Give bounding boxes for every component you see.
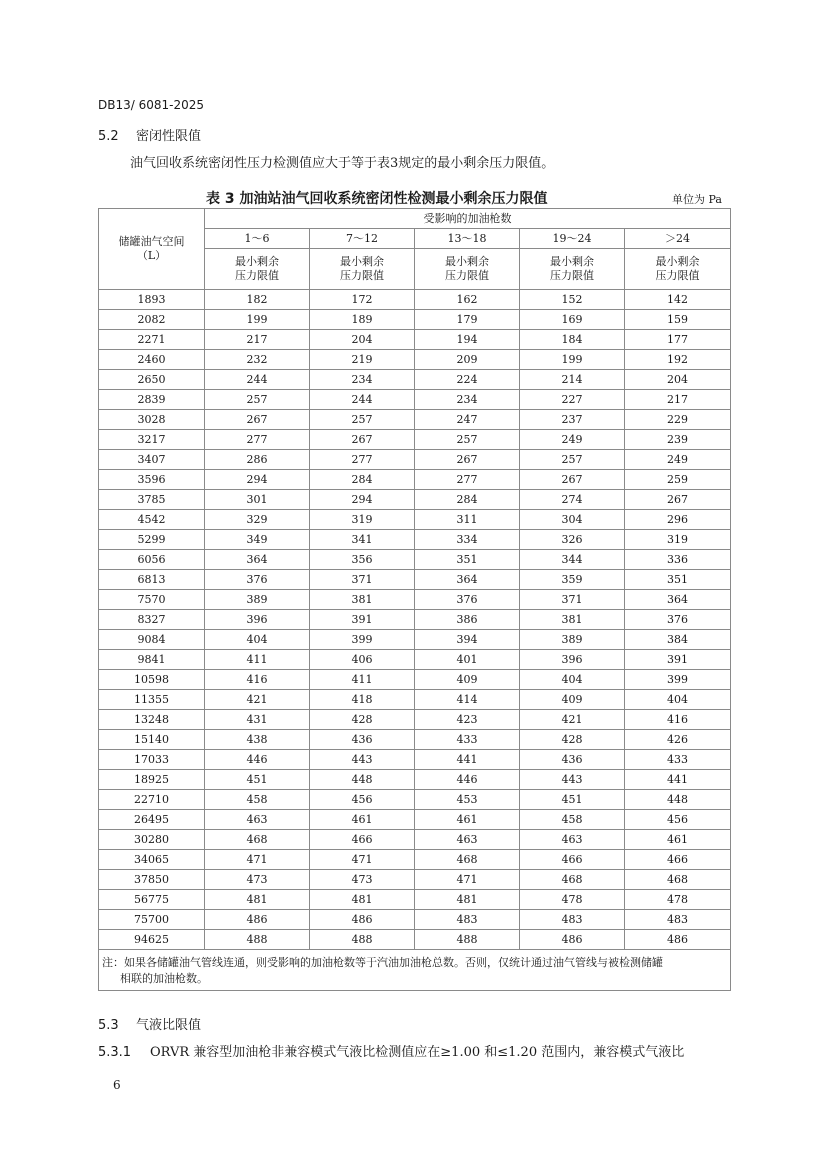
pressure-cell: 399 bbox=[625, 670, 731, 690]
volume-cell: 18925 bbox=[99, 770, 205, 790]
pressure-cell: 481 bbox=[310, 890, 415, 910]
table-row bbox=[99, 610, 731, 630]
table-row bbox=[99, 450, 731, 470]
pressure-cell: 441 bbox=[625, 770, 731, 790]
pressure-cell: 257 bbox=[205, 390, 310, 410]
pressure-cell: 209 bbox=[415, 350, 520, 370]
volume-cell: 3028 bbox=[99, 410, 205, 430]
pressure-cell: 396 bbox=[520, 650, 625, 670]
volume-cell: 17033 bbox=[99, 750, 205, 770]
range-header: ＞24 bbox=[625, 229, 731, 249]
pressure-cell: 229 bbox=[625, 410, 731, 430]
row-label-line1: 储罐油气空间 bbox=[118, 235, 185, 248]
pressure-cell: 182 bbox=[205, 290, 310, 310]
pressure-cell: 399 bbox=[310, 630, 415, 650]
clause-number: 5.3.1 bbox=[98, 1045, 132, 1060]
pressure-cell: 142 bbox=[625, 290, 731, 310]
pressure-cell: 481 bbox=[415, 890, 520, 910]
table-row bbox=[99, 410, 731, 430]
pressure-cell: 443 bbox=[310, 750, 415, 770]
pressure-cell: 463 bbox=[520, 830, 625, 850]
volume-cell: 13248 bbox=[99, 710, 205, 730]
range-header: 1～6 bbox=[205, 229, 310, 249]
pressure-cell: 421 bbox=[205, 690, 310, 710]
sub-header-line1: 最小剩余 bbox=[340, 255, 384, 268]
pressure-cell: 234 bbox=[310, 370, 415, 390]
pressure-cell: 468 bbox=[520, 870, 625, 890]
table-row bbox=[99, 530, 731, 550]
pressure-cell: 409 bbox=[415, 670, 520, 690]
pressure-cell: 391 bbox=[310, 610, 415, 630]
pressure-cell: 217 bbox=[625, 390, 731, 410]
volume-cell: 2271 bbox=[99, 330, 205, 350]
table-row bbox=[99, 650, 731, 670]
pressure-cell: 371 bbox=[520, 590, 625, 610]
pressure-cell: 204 bbox=[625, 370, 731, 390]
table-row bbox=[99, 870, 731, 890]
pressure-cell: 249 bbox=[625, 450, 731, 470]
volume-cell: 8327 bbox=[99, 610, 205, 630]
table-row bbox=[99, 590, 731, 610]
pressure-cell: 277 bbox=[415, 470, 520, 490]
pressure-cell: 421 bbox=[520, 710, 625, 730]
page-number: 6 bbox=[113, 1078, 121, 1092]
volume-cell: 15140 bbox=[99, 730, 205, 750]
pressure-cell: 152 bbox=[520, 290, 625, 310]
table-row bbox=[99, 730, 731, 750]
table-row bbox=[99, 570, 731, 590]
pressure-cell: 326 bbox=[520, 530, 625, 550]
pressure-cell: 244 bbox=[310, 390, 415, 410]
sub-header-line2: 压力限值 bbox=[445, 269, 489, 282]
pressure-cell: 463 bbox=[205, 810, 310, 830]
pressure-cell: 416 bbox=[205, 670, 310, 690]
volume-cell: 2650 bbox=[99, 370, 205, 390]
volume-cell: 34065 bbox=[99, 850, 205, 870]
pressure-cell: 391 bbox=[625, 650, 731, 670]
table-row bbox=[99, 690, 731, 710]
sub-header-line2: 压力限值 bbox=[235, 269, 279, 282]
pressure-cell: 319 bbox=[625, 530, 731, 550]
pressure-cell: 329 bbox=[205, 510, 310, 530]
pressure-cell: 486 bbox=[625, 930, 731, 950]
pressure-cell: 478 bbox=[520, 890, 625, 910]
pressure-cell: 471 bbox=[415, 870, 520, 890]
pressure-cell: 461 bbox=[310, 810, 415, 830]
volume-cell: 6056 bbox=[99, 550, 205, 570]
pressure-cell: 468 bbox=[415, 850, 520, 870]
sub-header-line2: 压力限值 bbox=[340, 269, 384, 282]
pressure-cell: 431 bbox=[205, 710, 310, 730]
table-row bbox=[99, 370, 731, 390]
pressure-cell: 473 bbox=[310, 870, 415, 890]
pressure-cell: 428 bbox=[310, 710, 415, 730]
table-unit: 单位为 Pa bbox=[672, 193, 722, 206]
pressure-cell: 446 bbox=[415, 770, 520, 790]
pressure-cell: 286 bbox=[205, 450, 310, 470]
pressure-cell: 356 bbox=[310, 550, 415, 570]
range-header: 7～12 bbox=[310, 229, 415, 249]
table-row bbox=[99, 850, 731, 870]
pressure-cell: 267 bbox=[415, 450, 520, 470]
pressure-cell: 227 bbox=[520, 390, 625, 410]
volume-cell: 5299 bbox=[99, 530, 205, 550]
pressure-cell: 404 bbox=[205, 630, 310, 650]
pressure-cell: 448 bbox=[625, 790, 731, 810]
pressure-cell: 438 bbox=[205, 730, 310, 750]
pressure-cell: 199 bbox=[520, 350, 625, 370]
pressure-cell: 249 bbox=[520, 430, 625, 450]
pressure-cell: 443 bbox=[520, 770, 625, 790]
pressure-cell: 192 bbox=[625, 350, 731, 370]
pressure-cell: 486 bbox=[310, 910, 415, 930]
pressure-cell: 409 bbox=[520, 690, 625, 710]
table-row bbox=[99, 910, 731, 930]
pressure-cell: 224 bbox=[415, 370, 520, 390]
pressure-cell: 364 bbox=[205, 550, 310, 570]
pressure-cell: 277 bbox=[310, 450, 415, 470]
range-header: 19～24 bbox=[520, 229, 625, 249]
pressure-cell: 433 bbox=[415, 730, 520, 750]
range-header: 13～18 bbox=[415, 229, 520, 249]
pressure-cell: 257 bbox=[310, 410, 415, 430]
pressure-cell: 267 bbox=[310, 430, 415, 450]
volume-cell: 22710 bbox=[99, 790, 205, 810]
pressure-cell: 199 bbox=[205, 310, 310, 330]
pressure-cell: 483 bbox=[625, 910, 731, 930]
sub-header-line1: 最小剩余 bbox=[235, 255, 279, 268]
pressure-cell: 451 bbox=[205, 770, 310, 790]
table-row bbox=[99, 750, 731, 770]
volume-cell: 9841 bbox=[99, 650, 205, 670]
clause-text: ORVR 兼容型加油枪非兼容模式气液比检测值应在≥1.00 和≤1.20 范围内，兼容模式气液比 bbox=[150, 1045, 685, 1060]
volume-cell: 30280 bbox=[99, 830, 205, 850]
table-row bbox=[99, 390, 731, 410]
pressure-cell: 267 bbox=[520, 470, 625, 490]
section-number: 5.2 bbox=[98, 129, 119, 144]
pressure-cell: 411 bbox=[205, 650, 310, 670]
section-title: 密闭性限值 bbox=[136, 129, 202, 144]
pressure-cell: 179 bbox=[415, 310, 520, 330]
volume-cell: 3785 bbox=[99, 490, 205, 510]
sub-header-line1: 最小剩余 bbox=[445, 255, 489, 268]
volume-cell: 75700 bbox=[99, 910, 205, 930]
volume-cell: 3596 bbox=[99, 470, 205, 490]
pressure-cell: 159 bbox=[625, 310, 731, 330]
section-5-2-heading bbox=[98, 125, 201, 144]
pressure-cell: 386 bbox=[415, 610, 520, 630]
sub-header bbox=[205, 249, 310, 290]
sub-header-line1: 最小剩余 bbox=[550, 255, 594, 268]
pressure-cell: 404 bbox=[520, 670, 625, 690]
volume-cell: 1893 bbox=[99, 290, 205, 310]
pressure-cell: 396 bbox=[205, 610, 310, 630]
pressure-cell: 441 bbox=[415, 750, 520, 770]
pressure-cell: 461 bbox=[415, 810, 520, 830]
volume-cell: 37850 bbox=[99, 870, 205, 890]
pressure-cell: 364 bbox=[415, 570, 520, 590]
row-label-line2: （L） bbox=[136, 249, 167, 262]
volume-cell: 10598 bbox=[99, 670, 205, 690]
pressure-cell: 267 bbox=[205, 410, 310, 430]
pressure-cell: 389 bbox=[205, 590, 310, 610]
sub-header-line2: 压力限值 bbox=[655, 269, 700, 282]
pressure-cell: 488 bbox=[310, 930, 415, 950]
group-header: 受影响的加油枪数 bbox=[205, 209, 731, 229]
pressure-cell: 344 bbox=[520, 550, 625, 570]
pressure-cell: 294 bbox=[310, 490, 415, 510]
pressure-cell: 237 bbox=[520, 410, 625, 430]
pressure-cell: 234 bbox=[415, 390, 520, 410]
pressure-cell: 257 bbox=[415, 430, 520, 450]
pressure-cell: 401 bbox=[415, 650, 520, 670]
table-row bbox=[99, 810, 731, 830]
pressure-cell: 468 bbox=[205, 830, 310, 850]
section-number: 5.3 bbox=[98, 1018, 119, 1033]
pressure-cell: 189 bbox=[310, 310, 415, 330]
sub-header bbox=[625, 249, 731, 290]
pressure-cell: 351 bbox=[625, 570, 731, 590]
pressure-cell: 376 bbox=[625, 610, 731, 630]
pressure-cell: 351 bbox=[415, 550, 520, 570]
pressure-cell: 336 bbox=[625, 550, 731, 570]
table-row bbox=[99, 330, 731, 350]
table-note bbox=[99, 950, 731, 991]
pressure-cell: 381 bbox=[310, 590, 415, 610]
pressure-cell: 456 bbox=[310, 790, 415, 810]
pressure-cell: 376 bbox=[415, 590, 520, 610]
table-row bbox=[99, 770, 731, 790]
pressure-cell: 411 bbox=[310, 670, 415, 690]
pressure-cell: 406 bbox=[310, 650, 415, 670]
pressure-cell: 381 bbox=[520, 610, 625, 630]
pressure-cell: 453 bbox=[415, 790, 520, 810]
pressure-limit-table bbox=[98, 208, 731, 991]
volume-cell: 2082 bbox=[99, 310, 205, 330]
pressure-cell: 478 bbox=[625, 890, 731, 910]
pressure-cell: 204 bbox=[310, 330, 415, 350]
pressure-cell: 257 bbox=[520, 450, 625, 470]
pressure-cell: 296 bbox=[625, 510, 731, 530]
pressure-cell: 446 bbox=[205, 750, 310, 770]
table-row bbox=[99, 710, 731, 730]
volume-cell: 94625 bbox=[99, 930, 205, 950]
table-row bbox=[99, 630, 731, 650]
pressure-cell: 304 bbox=[520, 510, 625, 530]
table-caption: 表 3 加油站油气回收系统密闭性检测最小剩余压力限值 bbox=[206, 191, 548, 207]
table-row bbox=[99, 510, 731, 530]
pressure-cell: 471 bbox=[205, 850, 310, 870]
pressure-cell: 219 bbox=[310, 350, 415, 370]
volume-cell: 26495 bbox=[99, 810, 205, 830]
sub-header bbox=[310, 249, 415, 290]
pressure-cell: 433 bbox=[625, 750, 731, 770]
pressure-cell: 274 bbox=[520, 490, 625, 510]
pressure-cell: 184 bbox=[520, 330, 625, 350]
pressure-cell: 394 bbox=[415, 630, 520, 650]
table-row bbox=[99, 830, 731, 850]
pressure-cell: 244 bbox=[205, 370, 310, 390]
pressure-cell: 436 bbox=[310, 730, 415, 750]
pressure-cell: 423 bbox=[415, 710, 520, 730]
pressure-cell: 483 bbox=[415, 910, 520, 930]
pressure-cell: 481 bbox=[205, 890, 310, 910]
pressure-cell: 463 bbox=[415, 830, 520, 850]
pressure-cell: 483 bbox=[520, 910, 625, 930]
pressure-cell: 232 bbox=[205, 350, 310, 370]
pressure-cell: 239 bbox=[625, 430, 731, 450]
pressure-cell: 428 bbox=[520, 730, 625, 750]
pressure-cell: 488 bbox=[205, 930, 310, 950]
pressure-cell: 466 bbox=[625, 850, 731, 870]
table-body bbox=[99, 290, 731, 950]
pressure-cell: 177 bbox=[625, 330, 731, 350]
pressure-cell: 341 bbox=[310, 530, 415, 550]
pressure-cell: 284 bbox=[415, 490, 520, 510]
sub-header bbox=[520, 249, 625, 290]
pressure-cell: 416 bbox=[625, 710, 731, 730]
volume-cell: 3407 bbox=[99, 450, 205, 470]
pressure-cell: 436 bbox=[520, 750, 625, 770]
pressure-cell: 319 bbox=[310, 510, 415, 530]
table-row bbox=[99, 470, 731, 490]
pressure-cell: 334 bbox=[415, 530, 520, 550]
pressure-cell: 466 bbox=[310, 830, 415, 850]
table-note-line2: 相联的加油枪数。 bbox=[120, 972, 208, 985]
volume-cell: 7570 bbox=[99, 590, 205, 610]
pressure-cell: 451 bbox=[520, 790, 625, 810]
pressure-cell: 371 bbox=[310, 570, 415, 590]
section-5-3-heading bbox=[98, 1014, 201, 1033]
table-row bbox=[99, 790, 731, 810]
volume-cell: 56775 bbox=[99, 890, 205, 910]
pressure-cell: 466 bbox=[520, 850, 625, 870]
volume-cell: 4542 bbox=[99, 510, 205, 530]
pressure-cell: 404 bbox=[625, 690, 731, 710]
volume-cell: 9084 bbox=[99, 630, 205, 650]
table-note-line1: 注：如果各储罐油气管线连通，则受影响的加油枪数等于汽油加油枪总数。否则，仅统计通过油气管线与被检测储罐 bbox=[102, 956, 663, 969]
pressure-cell: 277 bbox=[205, 430, 310, 450]
volume-cell: 2839 bbox=[99, 390, 205, 410]
pressure-cell: 311 bbox=[415, 510, 520, 530]
table-row bbox=[99, 550, 731, 570]
pressure-cell: 389 bbox=[520, 630, 625, 650]
sub-header-line1: 最小剩余 bbox=[655, 255, 700, 268]
pressure-cell: 426 bbox=[625, 730, 731, 750]
pressure-cell: 267 bbox=[625, 490, 731, 510]
volume-cell: 11355 bbox=[99, 690, 205, 710]
pressure-cell: 364 bbox=[625, 590, 731, 610]
pressure-cell: 418 bbox=[310, 690, 415, 710]
pressure-cell: 414 bbox=[415, 690, 520, 710]
pressure-cell: 247 bbox=[415, 410, 520, 430]
pressure-cell: 169 bbox=[520, 310, 625, 330]
sub-header-line2: 压力限值 bbox=[550, 269, 594, 282]
volume-cell: 3217 bbox=[99, 430, 205, 450]
volume-cell: 6813 bbox=[99, 570, 205, 590]
pressure-cell: 294 bbox=[205, 470, 310, 490]
table-row bbox=[99, 670, 731, 690]
pressure-cell: 468 bbox=[625, 870, 731, 890]
table-row bbox=[99, 310, 731, 330]
pressure-cell: 301 bbox=[205, 490, 310, 510]
table-row bbox=[99, 490, 731, 510]
document-id: DB13/ 6081-2025 bbox=[98, 98, 205, 112]
table-row bbox=[99, 290, 731, 310]
pressure-cell: 488 bbox=[415, 930, 520, 950]
volume-cell: 2460 bbox=[99, 350, 205, 370]
pressure-cell: 214 bbox=[520, 370, 625, 390]
pressure-cell: 448 bbox=[310, 770, 415, 790]
pressure-cell: 486 bbox=[205, 910, 310, 930]
pressure-cell: 486 bbox=[520, 930, 625, 950]
row-label-header bbox=[99, 209, 205, 290]
pressure-cell: 284 bbox=[310, 470, 415, 490]
pressure-cell: 259 bbox=[625, 470, 731, 490]
table-row bbox=[99, 430, 731, 450]
section-5-2-paragraph: 油气回收系统密闭性压力检测值应大于等于表3规定的最小剩余压力限值。 bbox=[130, 156, 555, 171]
pressure-cell: 359 bbox=[520, 570, 625, 590]
pressure-cell: 458 bbox=[520, 810, 625, 830]
pressure-cell: 456 bbox=[625, 810, 731, 830]
pressure-cell: 471 bbox=[310, 850, 415, 870]
table-row bbox=[99, 350, 731, 370]
pressure-cell: 162 bbox=[415, 290, 520, 310]
pressure-cell: 194 bbox=[415, 330, 520, 350]
section-5-3-1-paragraph bbox=[98, 1041, 684, 1060]
table-row bbox=[99, 890, 731, 910]
pressure-cell: 376 bbox=[205, 570, 310, 590]
table-row bbox=[99, 930, 731, 950]
pressure-cell: 172 bbox=[310, 290, 415, 310]
section-title: 气液比限值 bbox=[136, 1018, 202, 1033]
sub-header bbox=[415, 249, 520, 290]
pressure-cell: 461 bbox=[625, 830, 731, 850]
pressure-cell: 473 bbox=[205, 870, 310, 890]
pressure-cell: 217 bbox=[205, 330, 310, 350]
pressure-cell: 349 bbox=[205, 530, 310, 550]
pressure-cell: 384 bbox=[625, 630, 731, 650]
pressure-cell: 458 bbox=[205, 790, 310, 810]
